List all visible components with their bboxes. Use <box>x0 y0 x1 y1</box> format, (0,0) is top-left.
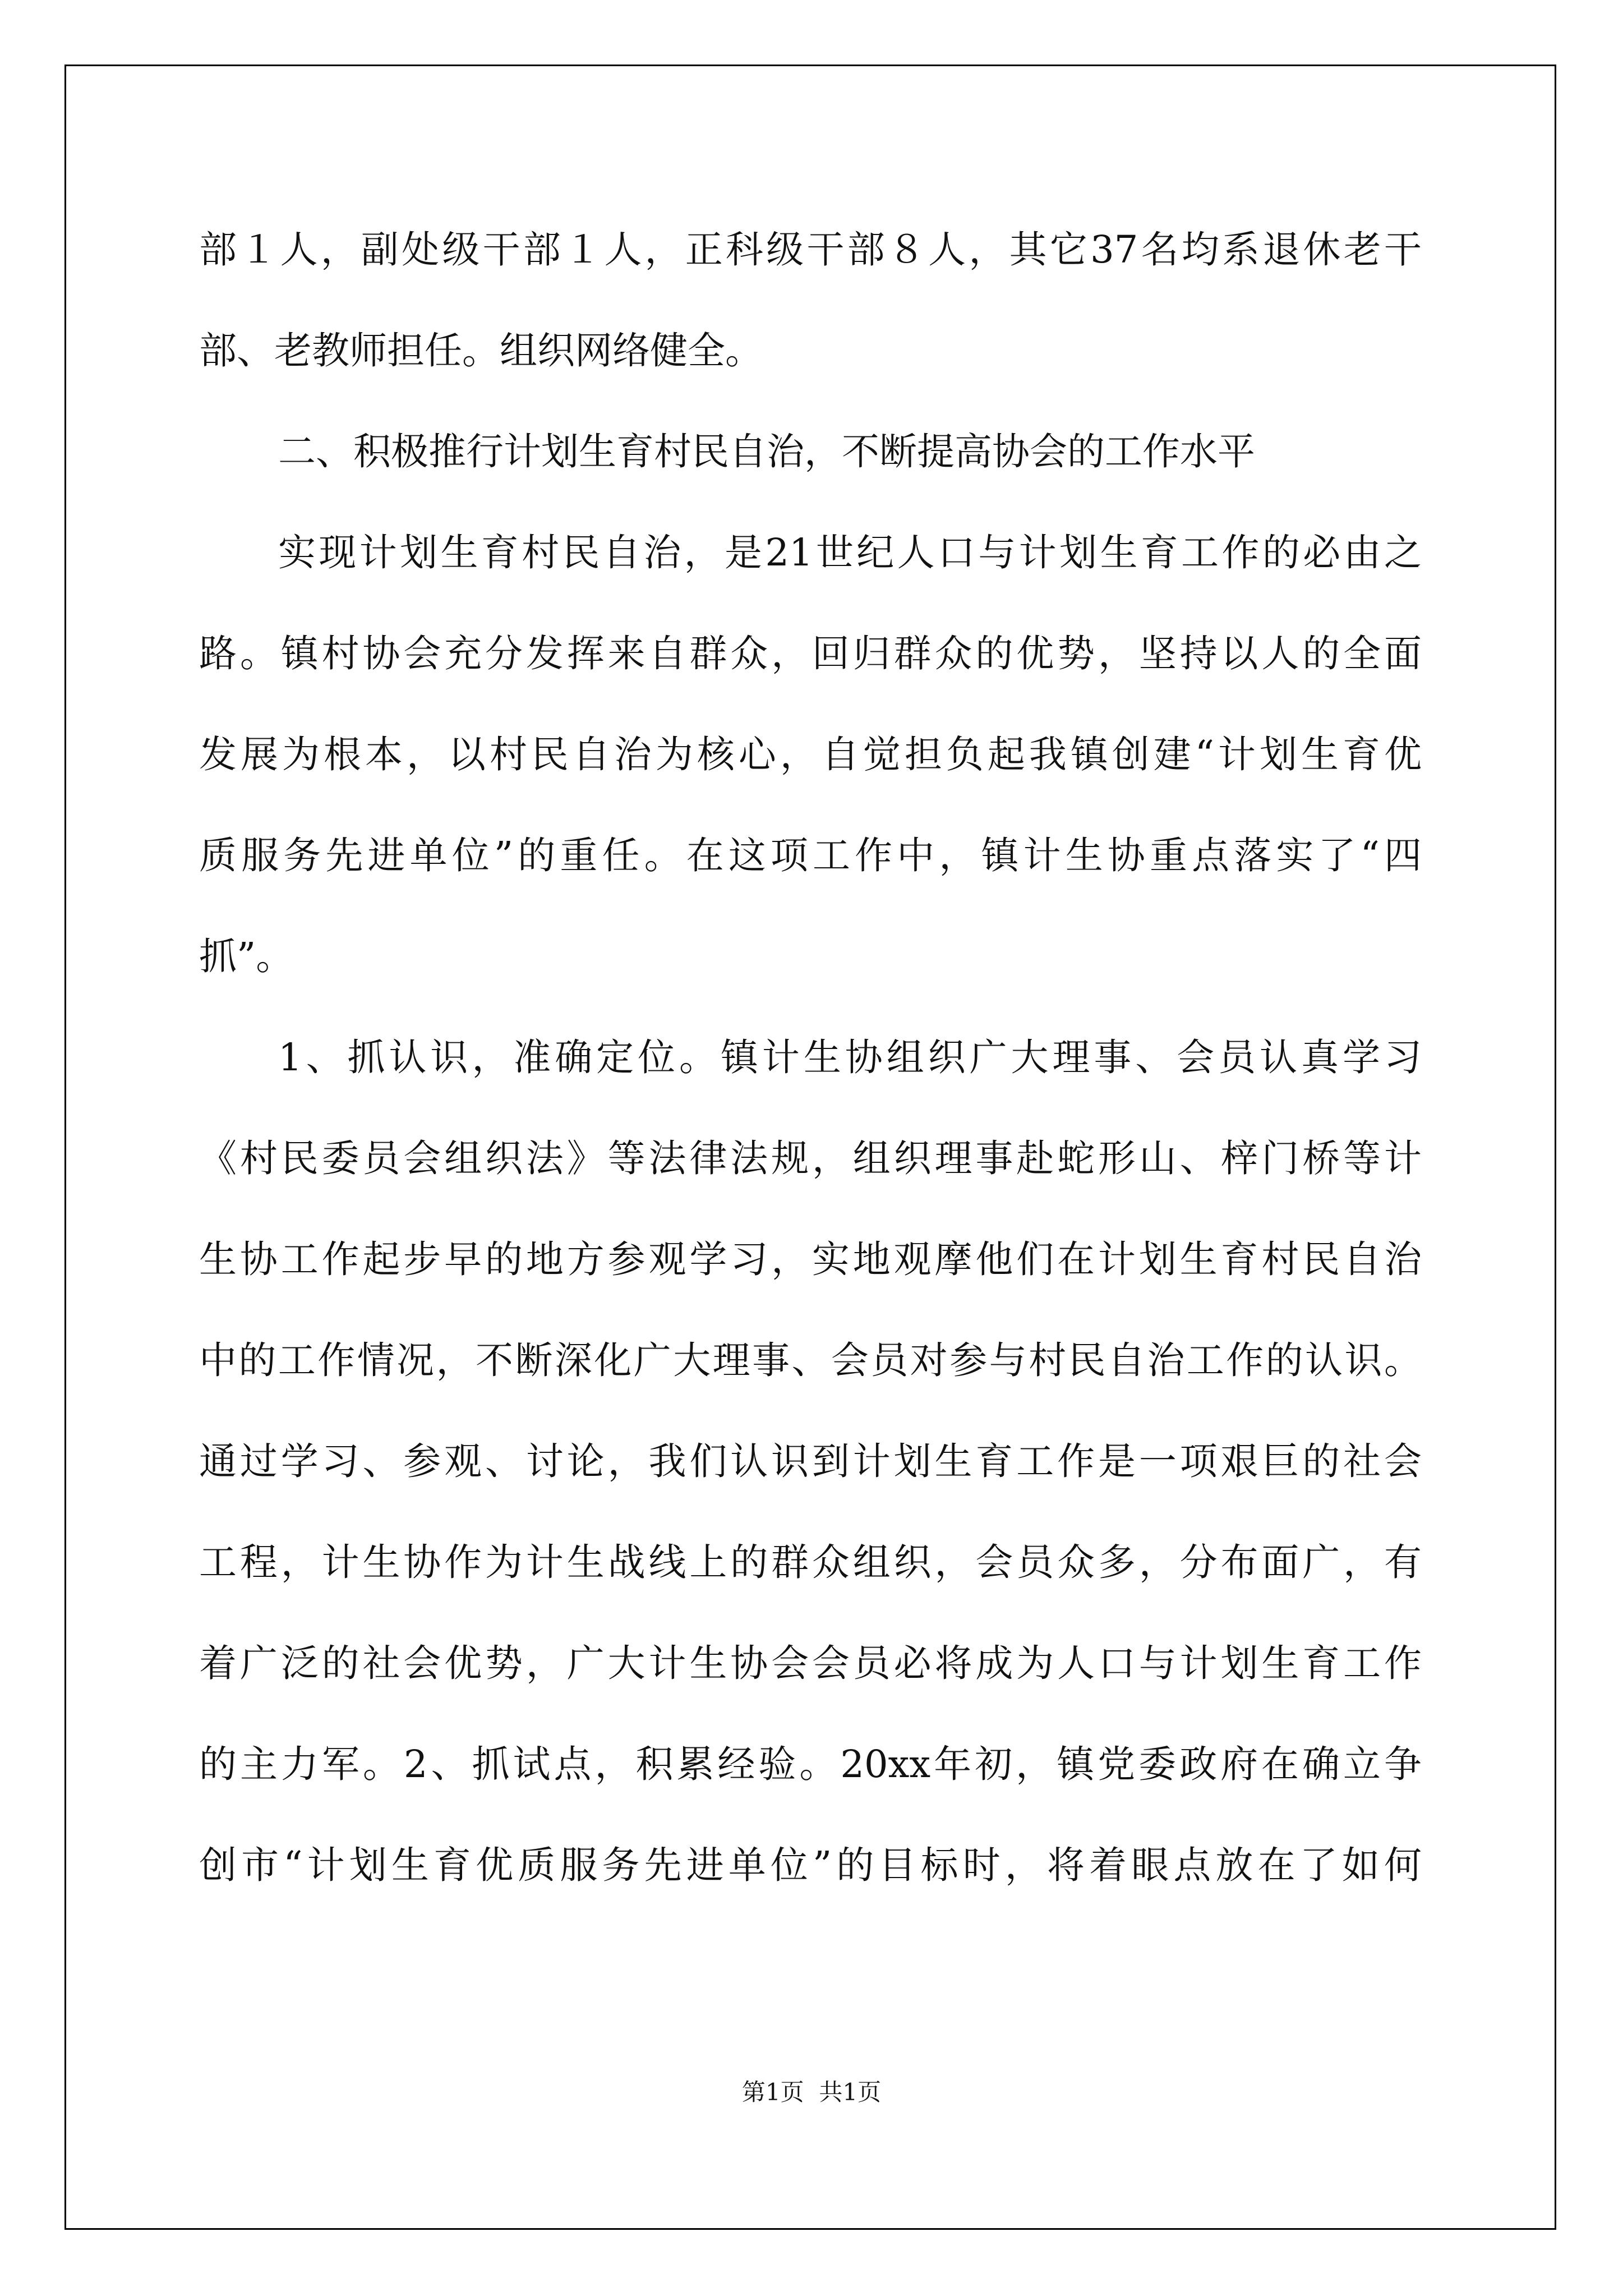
body-line-17: 创市“计划生育优质服务先进单位”的目标时，将着眼点放在了如何 <box>199 1843 1422 1887</box>
body-line-5: 路。镇村协会充分发挥来自群众，回归群众的优势，坚持以人的全面 <box>199 632 1422 675</box>
body-line-6: 发展为根本，以村民自治为核心，自觉担负起我镇创建“计划生育优 <box>199 733 1422 776</box>
body-line-15: 着广泛的社会优势，广大计生协会会员必将成为人口与计划生育工作 <box>199 1641 1422 1685</box>
body-line-10: 《村民委员会组织法》等法律法规，组织理事赴蛇形山、梓门桥等计 <box>199 1137 1422 1180</box>
body-line-1: 部１人，副处级干部１人，正科级干部８人，其它37名均系退休老干 <box>199 228 1422 272</box>
body-line-16: 的主力军。2、抓试点，积累经验。20xx年初，镇党委政府在确立争 <box>199 1742 1422 1786</box>
body-line-7: 质服务先进单位”的重任。在这项工作中，镇计生协重点落实了“四 <box>199 834 1422 877</box>
body-line-11: 生协工作起步早的地方参观学习，实地观摩他们在计划生育村民自治 <box>199 1237 1422 1281</box>
body-line-14: 工程，计生协作为计生战线上的群众组织，会员众多，分布面广，有 <box>199 1540 1422 1584</box>
page-number-footer: 第1页 共1页 <box>741 2078 882 2106</box>
body-line-13: 通过学习、参观、讨论，我们认识到计划生育工作是一项艰巨的社会 <box>199 1439 1422 1483</box>
body-line-8: 抓”。 <box>199 935 294 978</box>
body-line-9: 1、抓认识，准确定位。镇计生协组织广大理事、会员认真学习 <box>278 1036 1422 1079</box>
body-line-4: 实现计划生育村民自治，是21世纪人口与计划生育工作的必由之 <box>278 531 1422 574</box>
section-heading-2: 二、积极推行计划生育村民自治，不断提高协会的工作水平 <box>278 430 1255 473</box>
body-line-2: 部、老教师担任。组织网络健全。 <box>199 329 763 372</box>
body-line-12: 中的工作情况，不断深化广大理事、会员对参与村民自治工作的认识。 <box>199 1338 1422 1382</box>
